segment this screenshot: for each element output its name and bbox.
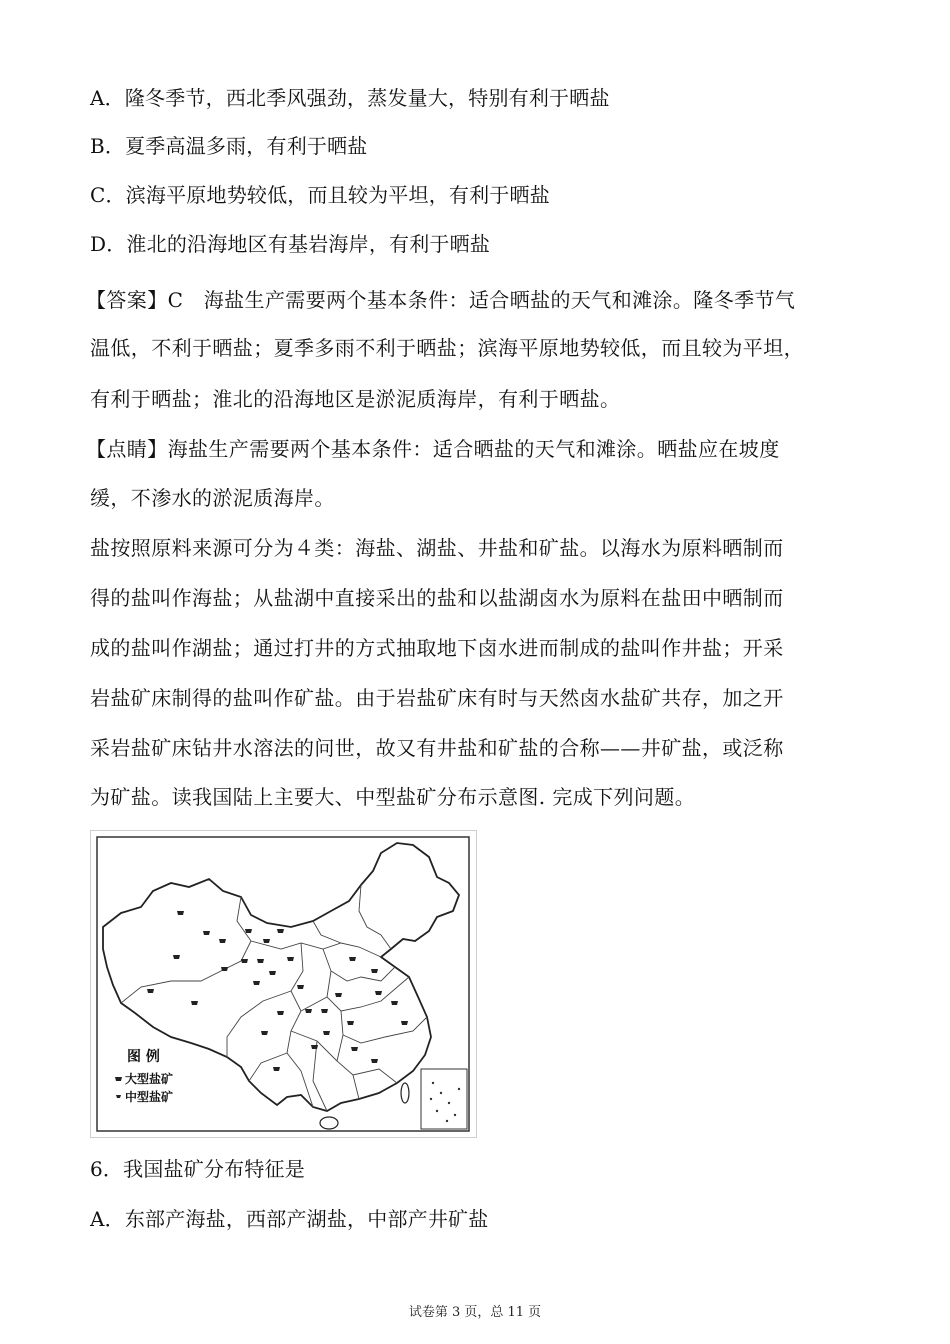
legend-medium-label: 中型盐矿 — [125, 1090, 174, 1104]
map-inner-frame — [97, 837, 469, 1131]
legend-title: 图 例 — [127, 1049, 160, 1065]
passage-line-4: 岩盐矿床制得的盐叫作矿盐。由于岩盐矿床有时与天然卤水盐矿共存，加之开 — [90, 686, 784, 710]
comment-line-1: 【点睛】海盐生产需要两个基本条件：适合晒盐的天气和滩涂。晒盐应在坡度 — [86, 437, 780, 461]
comment-line-2: 缓，不渗水的淤泥质海岸。 — [90, 486, 335, 510]
page-footer: 试卷第 3 页，总 11 页 — [408, 1305, 542, 1320]
answer-line-2: 温低，不利于晒盐；夏季多雨不利于晒盐；滨海平原地势较低，而且较为平坦， — [90, 336, 804, 360]
large-mine-symbol — [115, 1077, 122, 1081]
passage-line-2: 得的盐叫作海盐；从盐湖中直接采出的盐和以盐湖卤水为原料在盐田中晒制而 — [90, 586, 784, 610]
option-b-prev: B．夏季高温多雨，有利于晒盐 — [90, 134, 368, 158]
china-map-figure — [91, 831, 476, 1137]
passage-line-1: 盐按照原料来源可分为４类：海盐、湖盐、井盐和矿盐。以海水为原料晒制而 — [90, 536, 784, 560]
answer-line-1: 【答案】C 海盐生产需要两个基本条件：适合晒盐的天气和滩涂。隆冬季节气 — [86, 288, 796, 312]
passage-line-5: 采岩盐矿床钻井水溶法的问世，故又有井盐和矿盐的合称——井矿盐，或泛称 — [90, 736, 784, 760]
option-a-prev: A．隆冬季节，西北季风强劲，蒸发量大，特别有利于晒盐 — [90, 86, 610, 110]
salt-mine-map — [90, 830, 477, 1138]
answer-line-3: 有利于晒盐；淮北的沿海地区是淤泥质海岸，有利于晒盐。 — [90, 387, 621, 411]
legend-large-label: 大型盐矿 — [125, 1072, 174, 1086]
question-6-stem: 6．我国盐矿分布特征是 — [90, 1157, 305, 1181]
option-d-prev: D．淮北的沿海地区有基岩海岸，有利于晒盐 — [90, 232, 491, 256]
passage-line-3: 成的盐叫作湖盐；通过打井的方式抽取地下卤水进而制成的盐叫作井盐；开采 — [90, 636, 784, 660]
option-c-prev: C．滨海平原地势较低，而且较为平坦，有利于晒盐 — [90, 183, 550, 207]
south-china-sea-inset — [421, 1069, 467, 1129]
question-6-option-a: A．东部产海盐，西部产湖盐，中部产井矿盐 — [90, 1207, 489, 1231]
passage-line-6: 为矿盐。读我国陆上主要大、中型盐矿分布示意图. 完成下列问题。 — [90, 785, 696, 809]
